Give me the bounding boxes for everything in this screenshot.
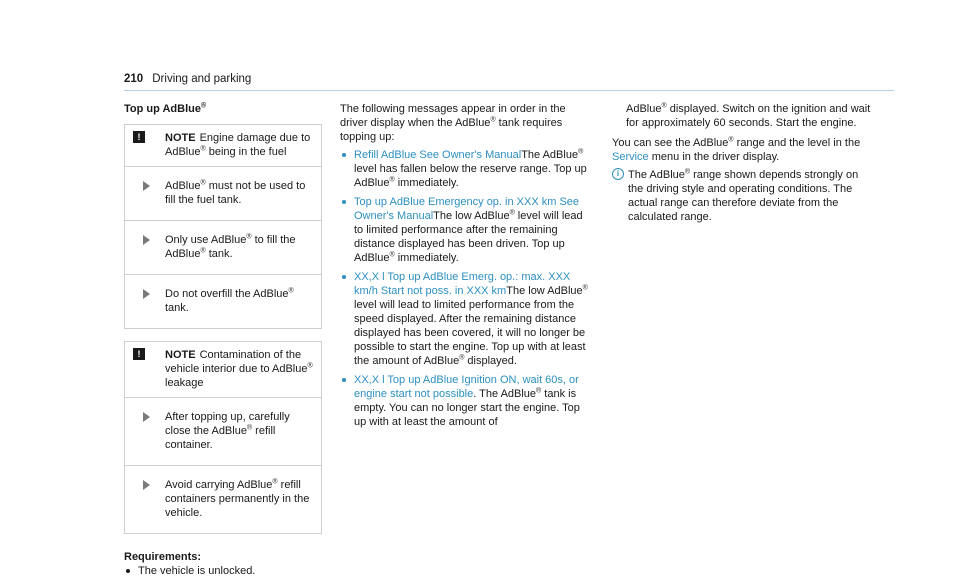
display-message: Top up AdBlue Emergency op. in XXX km See Owner's Manual: [354, 196, 580, 222]
arrow-right-icon: [143, 289, 150, 299]
warning-icon: !: [133, 131, 145, 143]
service-menu-link: Service: [612, 151, 649, 163]
note-step: Only use AdBlue® to fill the AdBlue® tank.: [125, 221, 321, 275]
requirement-item: The vehicle is unlocked.: [124, 564, 322, 578]
display-message: Refill AdBlue See Owner's Manual: [354, 149, 522, 161]
arrow-right-icon: [143, 235, 150, 245]
note-box-engine-damage: [124, 124, 322, 329]
note-header: [125, 125, 321, 167]
column-1: [124, 102, 322, 578]
arrow-right-icon: [143, 181, 150, 191]
arrow-right-icon: [143, 480, 150, 490]
page-number: 210: [124, 73, 144, 85]
note-step: Do not overfill the AdBlue® tank.: [125, 275, 321, 328]
warning-icon: !: [133, 348, 145, 360]
note-label: NOTE: [165, 132, 196, 144]
note-header: [125, 342, 321, 398]
paragraph: You can see the AdBlue® range and the level in the Service menu in the driver display.: [612, 136, 861, 163]
page-section-title: Driving and parking: [152, 73, 252, 85]
info-icon: i: [612, 168, 624, 180]
display-message: XX,X l Top up AdBlue Ignition ON, wait 60s, or engine start not possible: [354, 374, 579, 400]
message-item: Top up AdBlue Emergency op. in XXX km See Owner's ManualThe low AdBlue® level will lead to limited performance after the remaining distance displayed has been driven. Top up AdBlue® immediately.: [340, 195, 588, 265]
note-step: AdBlue® must not be used to fill the fuel tank.: [125, 167, 321, 221]
info-note: i The AdBlue® range shown depends strongly on the driving style and operating conditions. The actual range can therefore deviate from the calculated range.: [612, 168, 874, 224]
note-step: After topping up, carefully close the AdBlue® refill container.: [125, 398, 321, 466]
message-item: XX,X l Top up AdBlue Emerg. op.: max. XXX km/h Start not poss. in XXX kmThe low AdBlue® level will lead to limited performance from the speed displayed. After the remaining distance displayed has been covered, it will no longer be possible to start the engine. Top up with at least the amount of AdBlue® displayed.: [340, 270, 588, 368]
note-text: Contamination of the vehicle interior due to AdBlue® leakage: [165, 349, 313, 389]
continued-text: AdBlue® displayed. Switch on the ignition and wait for approximately 60 seconds. Start the engine.: [626, 102, 871, 129]
column-3: [612, 102, 874, 224]
arrow-right-icon: [143, 412, 150, 422]
display-message: XX,X l Top up AdBlue Emerg. op.: max. XXX km/h Start not poss. in XXX km: [354, 271, 571, 297]
note-label: NOTE: [165, 349, 196, 361]
page-header: [124, 72, 894, 91]
column-2: [340, 102, 588, 434]
message-item: Refill AdBlue See Owner's ManualThe AdBlue® level has fallen below the reserve range. Top up AdBlue® immediately.: [340, 148, 588, 190]
note-box-contamination: [124, 341, 322, 534]
note-text: Engine damage due to AdBlue® being in the fuel: [165, 132, 311, 158]
note-step: Avoid carrying AdBlue® refill containers permanently in the vehicle.: [125, 466, 321, 533]
intro-text: The following messages appear in order in the driver display when the AdBlue® tank requires topping up:: [340, 103, 566, 143]
section-heading: Top up AdBlue®: [124, 102, 207, 115]
message-item: XX,X l Top up AdBlue Ignition ON, wait 60s, or engine start not possible. The AdBlue® tank is empty. You can no longer start the engine. Top up with at least the amount of: [340, 373, 588, 429]
requirements-heading: Requirements:: [124, 551, 202, 563]
